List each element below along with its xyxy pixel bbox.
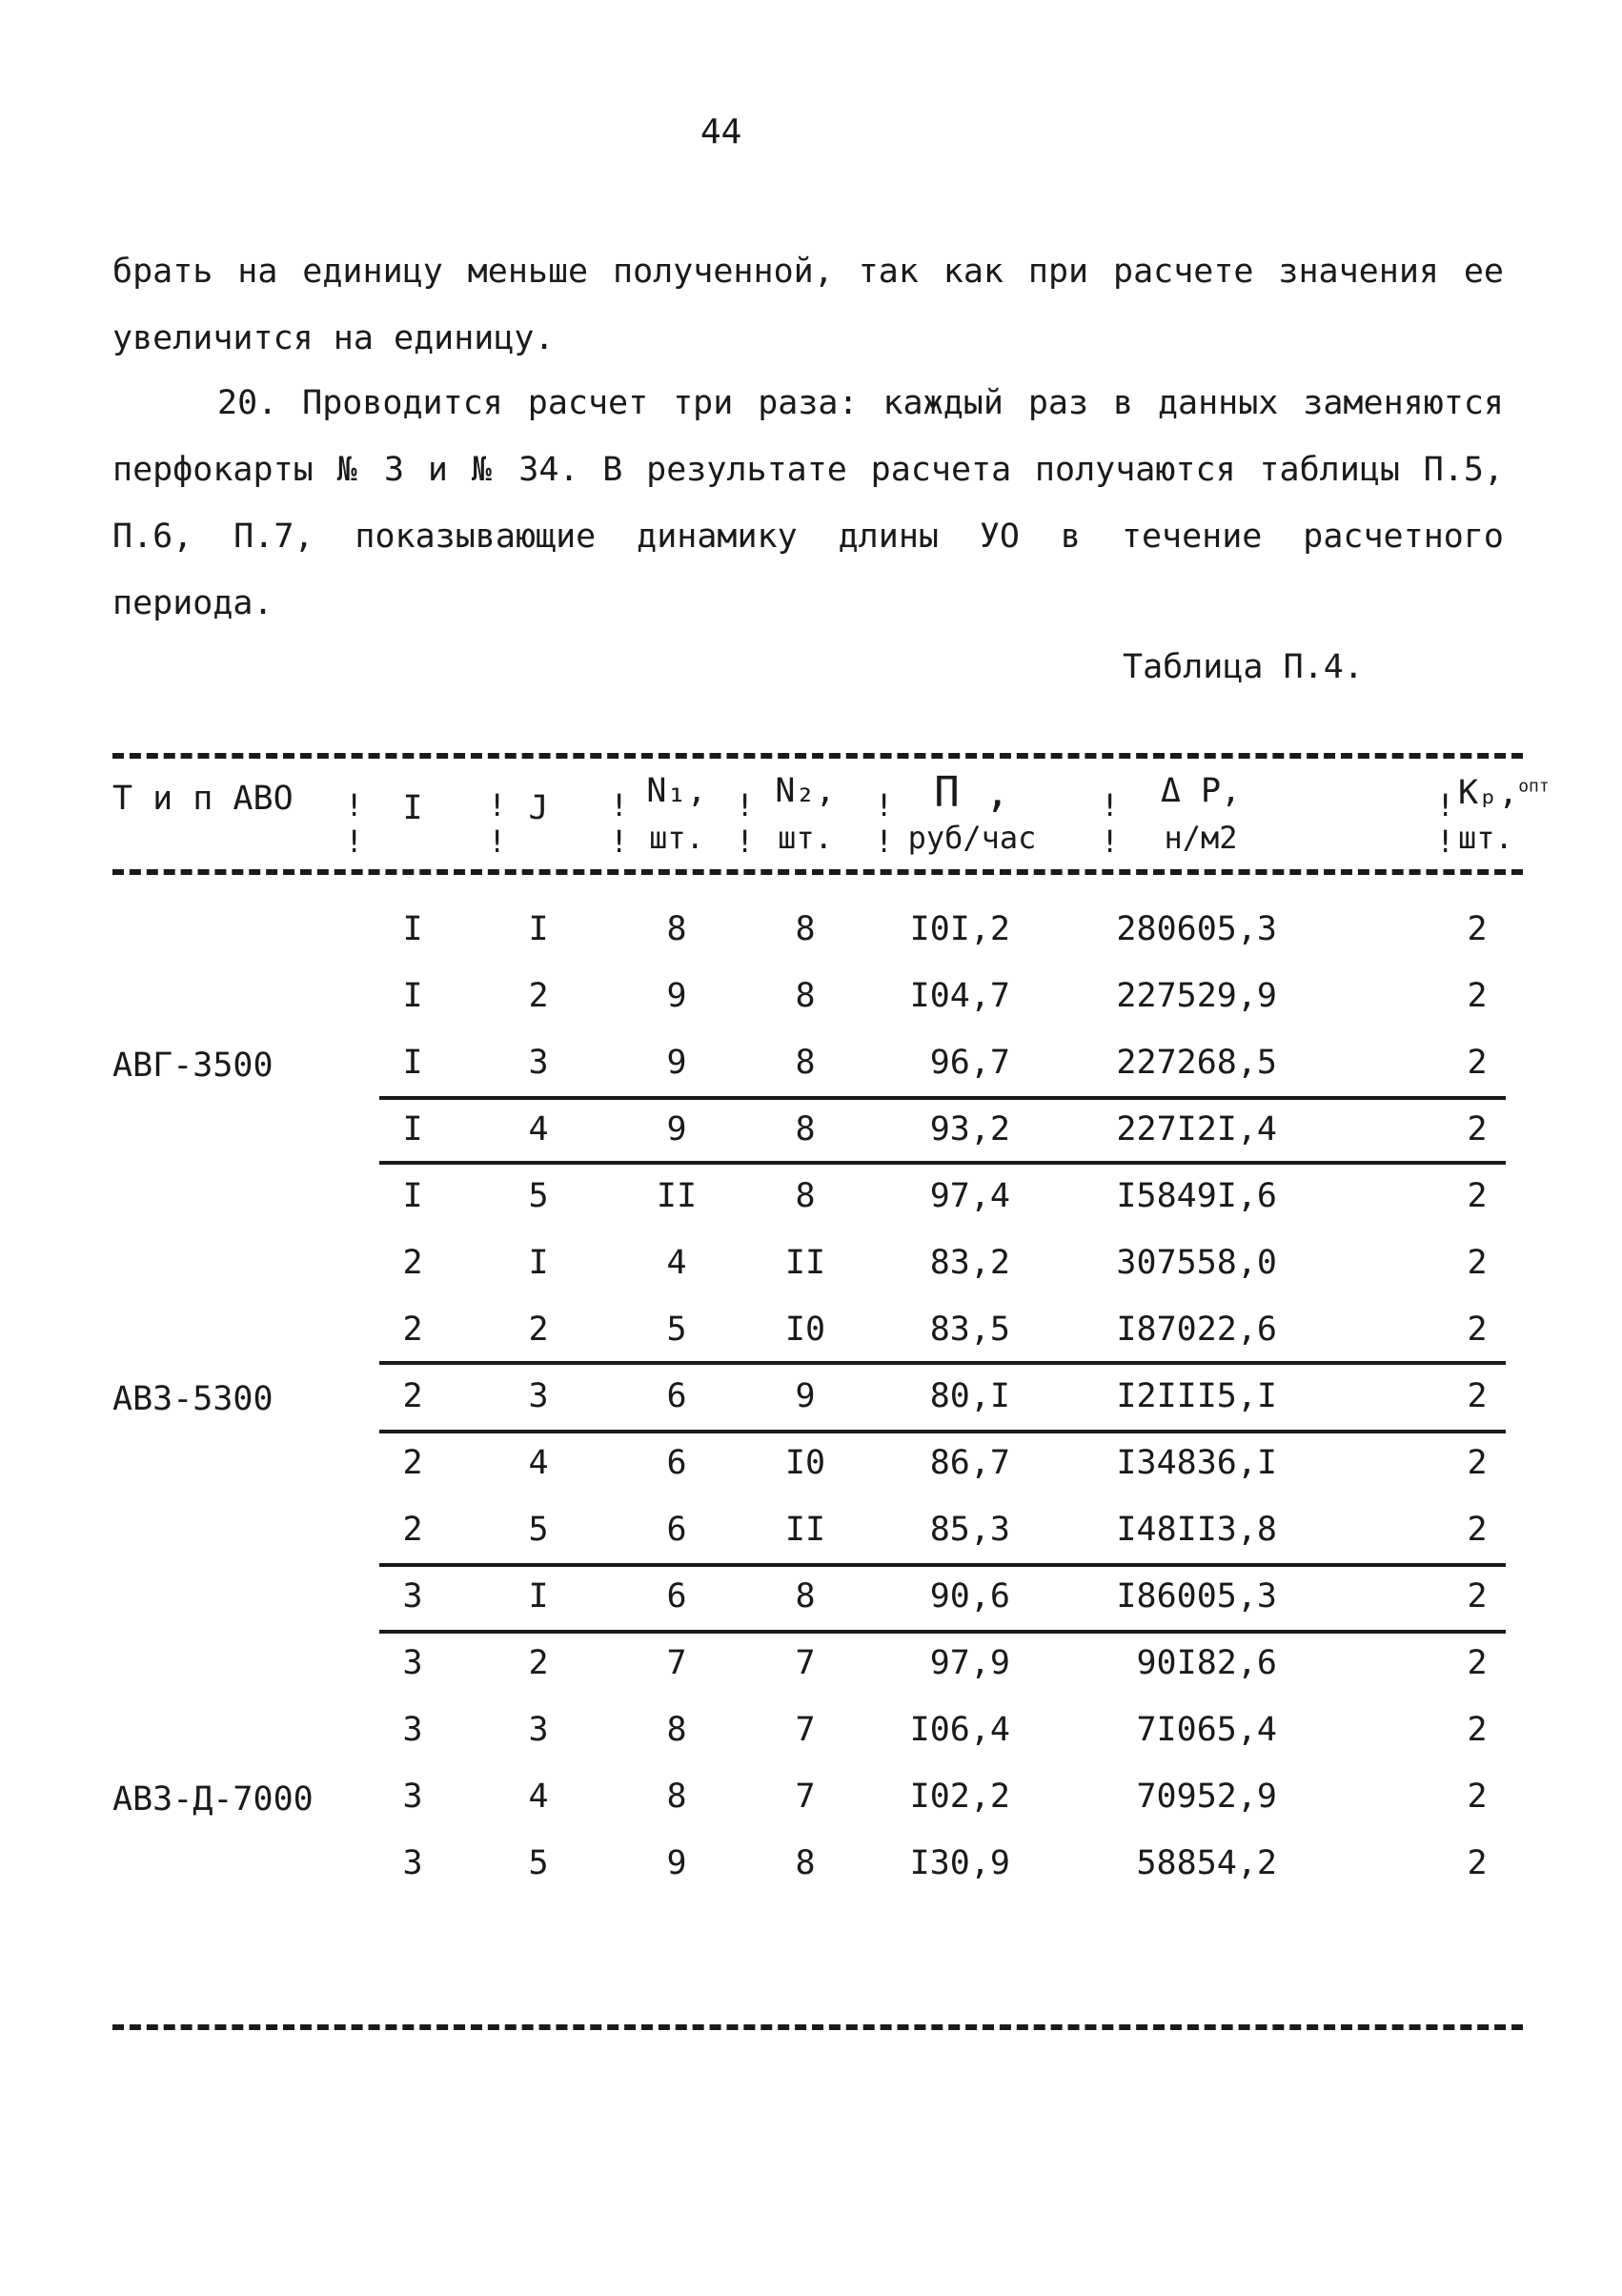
row-divider bbox=[379, 1361, 1506, 1365]
paragraph-item-20: 20. Проводится расчет три раза: каждый раз в данных заменяются перфокарты № 3 и № 34. В результате расчета получаются таблицы П.5, П.6, П.7, показывающие динамику длины УО в течение расчетного периода. bbox=[112, 384, 1504, 622]
header-p-unit: руб/час bbox=[907, 820, 1037, 856]
header-separator: ! ! bbox=[875, 787, 894, 860]
cell-n2: II bbox=[784, 1511, 826, 1549]
cell-p: I30,9 bbox=[909, 1844, 1010, 1882]
header-separator: ! ! bbox=[488, 787, 507, 860]
cell-dp: I48II3,8 bbox=[1116, 1511, 1277, 1549]
table-caption: Таблица П.4. bbox=[1123, 648, 1364, 686]
cell-i: 2 bbox=[402, 1511, 423, 1549]
cell-kp: 2 bbox=[1467, 1644, 1488, 1682]
cell-i: I bbox=[402, 1110, 423, 1148]
cell-i: 3 bbox=[402, 1577, 423, 1615]
header-separator: ! ! bbox=[1436, 787, 1455, 860]
cell-j: 3 bbox=[528, 1377, 549, 1415]
cell-dp: 58854,2 bbox=[1136, 1844, 1277, 1882]
cell-i: 2 bbox=[402, 1244, 423, 1282]
cell-kp: 2 bbox=[1467, 1377, 1488, 1415]
cell-j: 4 bbox=[528, 1778, 549, 1816]
cell-j: 4 bbox=[528, 1444, 549, 1482]
cell-p: 97,4 bbox=[929, 1177, 1010, 1215]
cell-j: I bbox=[528, 1244, 549, 1282]
cell-kp: 2 bbox=[1467, 1711, 1488, 1749]
cell-n1: 6 bbox=[666, 1577, 687, 1615]
cell-n2: 7 bbox=[795, 1644, 816, 1682]
header-n1: N₁, bbox=[646, 772, 707, 810]
cell-n1: 8 bbox=[666, 1711, 687, 1749]
cell-p: 86,7 bbox=[929, 1444, 1010, 1482]
cell-n1: 6 bbox=[666, 1377, 687, 1415]
cell-kp: 2 bbox=[1467, 1844, 1488, 1882]
cell-n2: 8 bbox=[795, 977, 816, 1015]
cell-p: I02,2 bbox=[909, 1778, 1010, 1816]
header-j: J bbox=[528, 789, 549, 827]
cell-j: 2 bbox=[528, 977, 549, 1015]
cell-n1: 6 bbox=[666, 1511, 687, 1549]
cell-p: 93,2 bbox=[929, 1110, 1010, 1148]
row-divider bbox=[379, 1563, 1506, 1567]
row-divider bbox=[379, 1096, 1506, 1100]
group-label-avz-d-7000: АВЗ-Д-7000 bbox=[112, 1780, 314, 1819]
cell-i: I bbox=[402, 910, 423, 948]
cell-i: 2 bbox=[402, 1311, 423, 1349]
table-bottom-rule bbox=[112, 2024, 1523, 2030]
cell-kp: 2 bbox=[1467, 1511, 1488, 1549]
cell-dp: 227I2I,4 bbox=[1116, 1110, 1277, 1148]
cell-dp: 90I82,6 bbox=[1136, 1644, 1277, 1682]
row-divider bbox=[379, 1161, 1506, 1165]
cell-n2: 8 bbox=[795, 1844, 816, 1882]
cell-dp: 70952,9 bbox=[1136, 1778, 1277, 1816]
cell-dp: I2III5,I bbox=[1116, 1377, 1277, 1415]
cell-n2: 7 bbox=[795, 1778, 816, 1816]
cell-n1: 9 bbox=[666, 1044, 687, 1082]
page-number: 44 bbox=[700, 112, 742, 152]
header-kp-superscript: опт bbox=[1518, 776, 1550, 797]
row-divider bbox=[379, 1430, 1506, 1433]
header-separator: ! ! bbox=[345, 787, 364, 860]
cell-n2: 8 bbox=[795, 1577, 816, 1615]
header-p: П , bbox=[934, 768, 1010, 817]
cell-j: 2 bbox=[528, 1311, 549, 1349]
cell-p: 96,7 bbox=[929, 1044, 1010, 1082]
cell-i: I bbox=[402, 1177, 423, 1215]
paragraph-continuation: брать на единицу меньше полученной, так как при расчете значения ее увеличится на единицу. bbox=[112, 253, 1504, 357]
cell-n1: 9 bbox=[666, 977, 687, 1015]
cell-p: I04,7 bbox=[909, 977, 1010, 1015]
cell-n2: I0 bbox=[784, 1444, 826, 1482]
cell-i: 3 bbox=[402, 1778, 423, 1816]
cell-n1: 5 bbox=[666, 1311, 687, 1349]
header-kp-unit: шт. bbox=[1458, 820, 1513, 856]
cell-dp: 7I065,4 bbox=[1136, 1711, 1277, 1749]
cell-n2: 9 bbox=[795, 1377, 816, 1415]
header-separator: ! ! bbox=[610, 787, 629, 860]
cell-dp: 280605,3 bbox=[1116, 910, 1277, 948]
cell-n1: 8 bbox=[666, 910, 687, 948]
cell-n1: 9 bbox=[666, 1844, 687, 1882]
cell-n2: 7 bbox=[795, 1711, 816, 1749]
cell-p: 90,6 bbox=[929, 1577, 1010, 1615]
cell-p: 85,3 bbox=[929, 1511, 1010, 1549]
cell-kp: 2 bbox=[1467, 910, 1488, 948]
cell-dp: I5849I,6 bbox=[1116, 1177, 1277, 1215]
cell-i: 2 bbox=[402, 1377, 423, 1415]
cell-j: 2 bbox=[528, 1644, 549, 1682]
cell-kp: 2 bbox=[1467, 1110, 1488, 1148]
cell-n2: 8 bbox=[795, 1110, 816, 1148]
cell-n1: II bbox=[656, 1177, 698, 1215]
cell-p: 97,9 bbox=[929, 1644, 1010, 1682]
cell-dp: I34836,I bbox=[1116, 1444, 1277, 1482]
cell-n1: 4 bbox=[666, 1244, 687, 1282]
cell-kp: 2 bbox=[1467, 1044, 1488, 1082]
cell-j: 3 bbox=[528, 1044, 549, 1082]
cell-n1: 7 bbox=[666, 1644, 687, 1682]
header-n2-unit: шт. bbox=[778, 820, 833, 856]
header-separator: ! ! bbox=[1101, 787, 1120, 860]
group-label-avg-3500: АВГ-3500 bbox=[112, 1046, 274, 1085]
cell-j: 5 bbox=[528, 1177, 549, 1215]
row-divider bbox=[379, 1630, 1506, 1634]
cell-i: I bbox=[402, 1044, 423, 1082]
cell-kp: 2 bbox=[1467, 1778, 1488, 1816]
cell-dp: 227268,5 bbox=[1116, 1044, 1277, 1082]
table-header-rule bbox=[112, 869, 1523, 875]
cell-kp: 2 bbox=[1467, 977, 1488, 1015]
cell-i: I bbox=[402, 977, 423, 1015]
cell-n2: 8 bbox=[795, 1044, 816, 1082]
cell-j: I bbox=[528, 910, 549, 948]
cell-i: 3 bbox=[402, 1644, 423, 1682]
cell-i: 3 bbox=[402, 1711, 423, 1749]
header-kp bbox=[1458, 774, 1550, 812]
cell-p: I06,4 bbox=[909, 1711, 1010, 1749]
header-type: Т и п АВО bbox=[112, 780, 294, 818]
cell-kp: 2 bbox=[1467, 1177, 1488, 1215]
cell-n1: 8 bbox=[666, 1778, 687, 1816]
cell-n2: I0 bbox=[784, 1311, 826, 1349]
header-n1-unit: шт. bbox=[649, 820, 704, 856]
cell-kp: 2 bbox=[1467, 1244, 1488, 1282]
table-top-rule bbox=[112, 753, 1523, 759]
cell-n2: 8 bbox=[795, 1177, 816, 1215]
cell-j: I bbox=[528, 1577, 549, 1615]
header-dp: Δ P, bbox=[1160, 772, 1242, 810]
cell-dp: I86005,3 bbox=[1116, 1577, 1277, 1615]
header-kp-symbol: Kₚ, bbox=[1458, 774, 1519, 812]
cell-i: 2 bbox=[402, 1444, 423, 1482]
header-n2: N₂, bbox=[775, 772, 836, 810]
cell-p: 83,5 bbox=[929, 1311, 1010, 1349]
cell-dp: I87022,6 bbox=[1116, 1311, 1277, 1349]
cell-kp: 2 bbox=[1467, 1577, 1488, 1615]
cell-p: 83,2 bbox=[929, 1244, 1010, 1282]
cell-n1: 9 bbox=[666, 1110, 687, 1148]
cell-n2: 8 bbox=[795, 910, 816, 948]
cell-j: 5 bbox=[528, 1511, 549, 1549]
cell-n2: II bbox=[784, 1244, 826, 1282]
group-label-avz-5300: АВЗ-5300 bbox=[112, 1380, 274, 1418]
cell-i: 3 bbox=[402, 1844, 423, 1882]
cell-kp: 2 bbox=[1467, 1311, 1488, 1349]
cell-dp: 307558,0 bbox=[1116, 1244, 1277, 1282]
cell-j: 5 bbox=[528, 1844, 549, 1882]
cell-kp: 2 bbox=[1467, 1444, 1488, 1482]
cell-n1: 6 bbox=[666, 1444, 687, 1482]
cell-j: 4 bbox=[528, 1110, 549, 1148]
header-dp-unit: н/м2 bbox=[1164, 820, 1238, 856]
header-i: I bbox=[402, 789, 423, 827]
cell-j: 3 bbox=[528, 1711, 549, 1749]
cell-p: I0I,2 bbox=[909, 910, 1010, 948]
header-separator: ! ! bbox=[736, 787, 755, 860]
cell-dp: 227529,9 bbox=[1116, 977, 1277, 1015]
cell-p: 80,I bbox=[929, 1377, 1010, 1415]
